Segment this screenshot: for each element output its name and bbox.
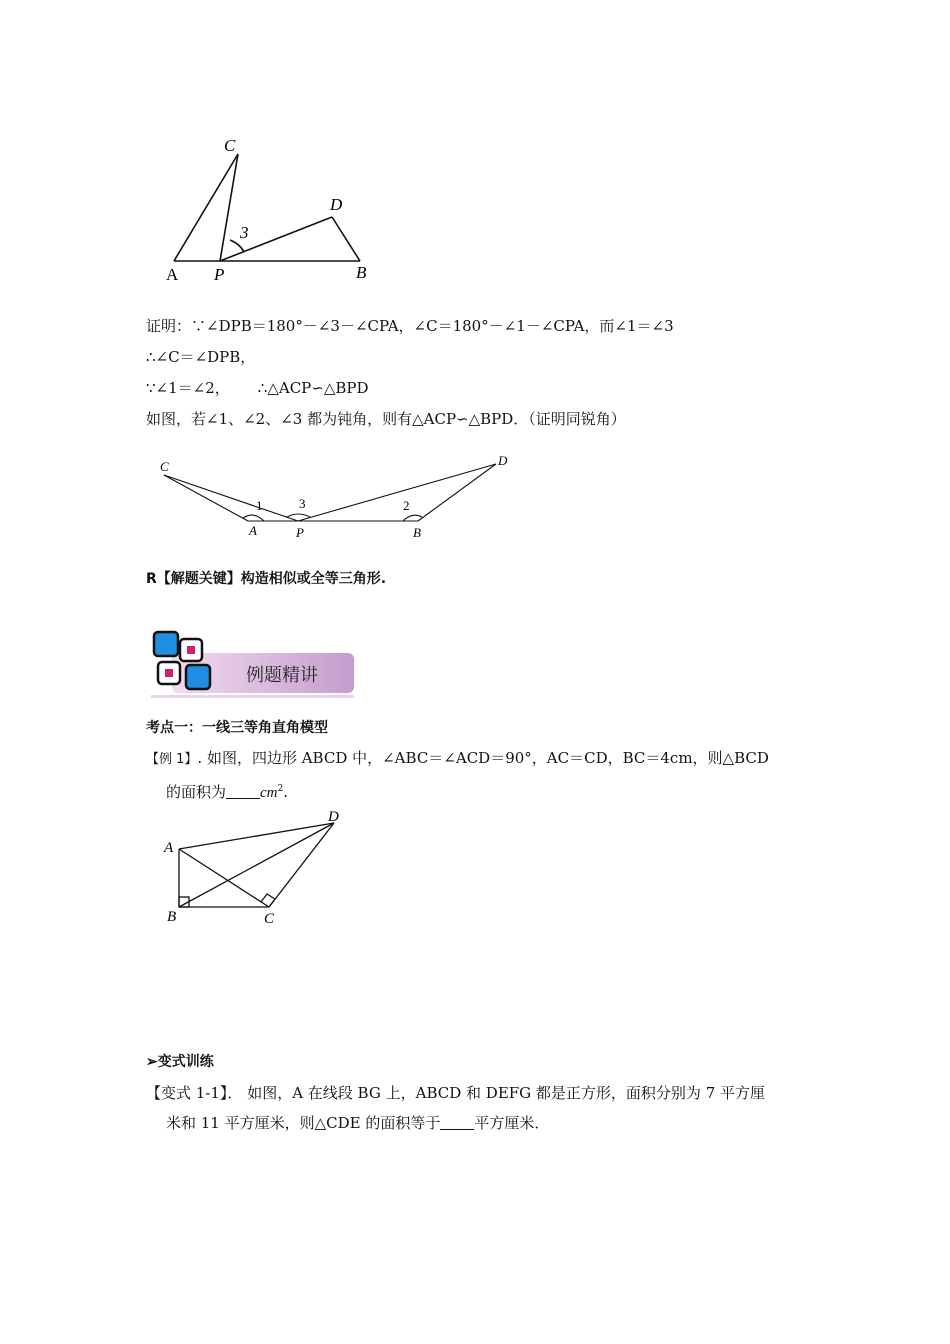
label-1: 1 [256, 498, 263, 513]
label-b: B [167, 909, 177, 925]
proof-line-3-conclusion: ∴△ACP∽△BPD [257, 379, 369, 397]
segment-cd [269, 823, 334, 907]
answer-blank[interactable] [226, 784, 260, 799]
label-b: B [356, 263, 367, 282]
proof-line-1: 证明：∵∠DPB＝180°－∠3－∠CPA，∠C＝180°－∠1－∠CPA，而∠1＝∠3 [146, 317, 674, 335]
example-1-tag: 【例 1】 [146, 752, 198, 767]
example-1-period: . [283, 783, 289, 801]
proof-line-4: 如图，若∠1、∠2、∠3 都为钝角，则有△ACP∽△BPD．（证明同锐角） [146, 410, 626, 428]
solution-key: R【解题关键】构造相似或全等三角形. [146, 571, 387, 587]
variant-1-line-1: 【变式 1-1】． 如图，A 在线段 BG 上，ABCD 和 DEFG 都是正方形，面积分别为 7 平方厘 [146, 1084, 766, 1102]
label-a: A [164, 840, 174, 856]
segment-ca [164, 475, 248, 521]
label-a: A [249, 523, 257, 538]
label-c: C [264, 911, 275, 927]
label-p: P [296, 525, 304, 540]
segment-ac [179, 849, 269, 907]
segment-db [332, 217, 360, 261]
figure-quadrilateral-abcd [160, 800, 360, 930]
label-d: D [330, 195, 343, 214]
label-c: C [160, 459, 169, 474]
variant-answer-blank[interactable] [440, 1115, 474, 1130]
unit-exponent: 2 [277, 784, 284, 794]
label-2: 2 [403, 498, 410, 513]
example-1-text: . 如图，四边形 ABCD 中，∠ABC＝∠ACD＝90°，AC＝CD，BC＝4cm，则△BCD [197, 749, 769, 767]
proof-line-3 [146, 378, 369, 398]
label-d: D [328, 809, 339, 825]
variant-heading: ➢变式训练 [146, 1054, 214, 1070]
variant-1-question: 米和 11 平方厘米，则△CDE 的面积等于 [166, 1114, 441, 1132]
variant-1-line-2 [166, 1113, 549, 1133]
example-1-line-1 [146, 748, 769, 770]
segment-db [418, 464, 496, 521]
label-c: C [224, 136, 236, 155]
section-banner-title: 例题精讲 [246, 665, 318, 686]
proof-line-3-premise: ∵∠1＝∠2， [146, 379, 230, 397]
label-d: D [498, 453, 508, 468]
figure-triangles-acute [160, 130, 390, 290]
right-angle-c-marker [261, 894, 275, 907]
section-banner [150, 627, 356, 699]
segment-pd [220, 217, 332, 261]
figure-triangles-obtuse [150, 450, 530, 545]
example-1-question: 的面积为 [166, 783, 227, 801]
angle-3-arc [287, 514, 310, 517]
segment-cp [164, 475, 298, 521]
topic-heading: 考点一：一线三等角直角模型 [146, 720, 328, 736]
segment-pd [298, 464, 496, 521]
label-p: P [214, 265, 225, 284]
unit-cm: cm [260, 785, 278, 801]
proof-line-2: ∴∠C＝∠DPB， [146, 348, 256, 366]
label-b: B [413, 525, 421, 540]
label-3: 3 [299, 496, 306, 511]
label-a: A [166, 265, 179, 284]
variant-1-unit: 平方厘米． [474, 1114, 550, 1132]
label-3: 3 [240, 223, 249, 242]
